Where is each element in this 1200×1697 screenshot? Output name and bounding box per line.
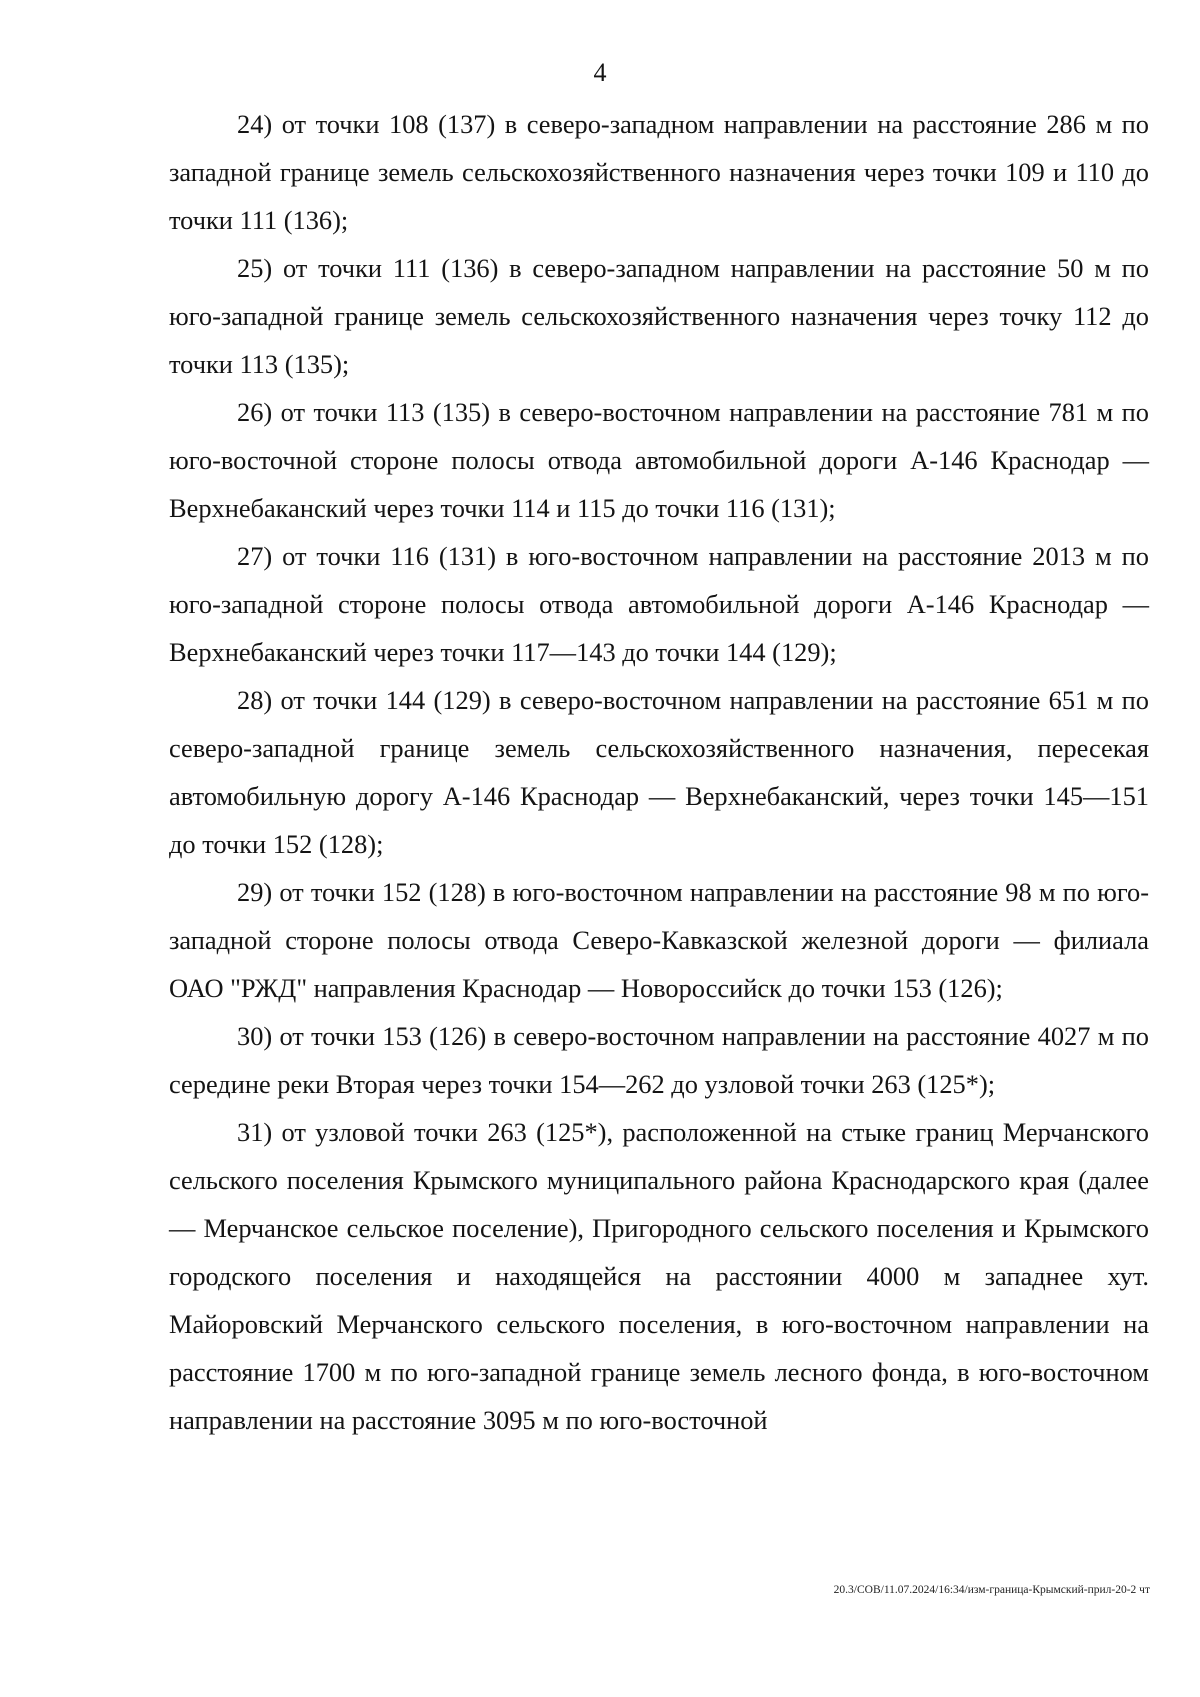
paragraph-24: 24) от точки 108 (137) в северо-западном направлении на расстояние 286 м по западной границе земель сельскохозяйственного назначения через точки 109 и 110 до точки 111 (136); <box>169 109 1149 235</box>
paragraph-29: 29) от точки 152 (128) в юго-восточном направлении на расстояние 98 м по юго-западной стороне полосы отвода Северо-Кавказской железной дороги — филиала ОАО "РЖД" направления Краснодар — Новороссийск до точки 153 (126); <box>169 877 1149 1003</box>
page-number: 4 <box>593 58 607 87</box>
paragraph-27: 27) от точки 116 (131) в юго-восточном направлении на расстояние 2013 м по юго-западной стороне полосы отвода автомобильной дороги А-146 Краснодар — Верхнебаканский через точки 117—143 до точки 144 (129); <box>169 541 1149 667</box>
paragraph-25: 25) от точки 111 (136) в северо-западном направлении на расстояние 50 м по юго-западной границе земель сельскохозяйственного назначения через точку 112 до точки 113 (135); <box>169 253 1149 379</box>
paragraph-26: 26) от точки 113 (135) в северо-восточном направлении на расстояние 781 м по юго-восточной стороне полосы отвода автомобильной дороги А-146 Краснодар — Верхнебаканский через точки 114 и 115 до точки 116 (131); <box>169 397 1149 523</box>
paragraph-30: 30) от точки 153 (126) в северо-восточном направлении на расстояние 4027 м по середине реки Вторая через точки 154—262 до узловой точки 263 (125*); <box>169 1021 1149 1099</box>
paragraph-31: 31) от узловой точки 263 (125*), расположенной на стыке границ Мерчанского сельского поселения Крымского муниципального района Краснодарского края (далее — Мерчанское сельское поселение), Пригородного сельского поселения и Крымского городского поселения и находящейся на расстоянии 4000 м западнее хут. Майоровский Мерчанского сельского поселения, в юго-восточном направлении на расстояние 1700 м по юго-западной границе земель лесного фонда, в юго-восточном направлении на расстояние 3095 м по юго-восточной <box>169 1117 1149 1435</box>
paragraph-28: 28) от точки 144 (129) в северо-восточном направлении на расстояние 651 м по северо-западной границе земель сельскохозяйственного назначения, пересекая автомобильную дорогу А-146 Краснодар — Верхнебаканский, через точки 145—151 до точки 152 (128); <box>169 685 1149 859</box>
document-body <box>169 100 1149 1444</box>
document-footer-code: 20.3/СОВ/11.07.2024/16:34/изм-граница-Крымский-прил-20-2 чт <box>833 1584 1150 1596</box>
